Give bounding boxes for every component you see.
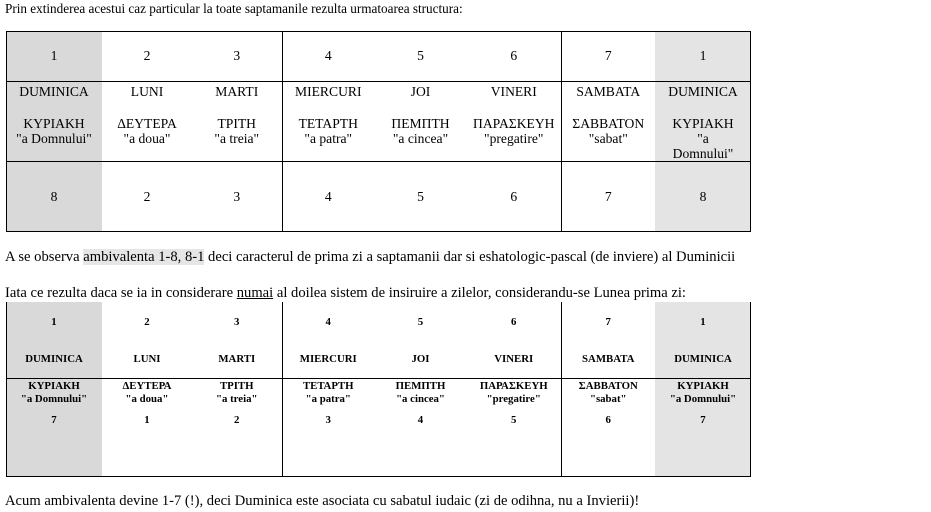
table2-day-name-row xyxy=(6,342,751,378)
table1-day-cell xyxy=(374,81,467,161)
day-meaning: "a patra" xyxy=(304,130,353,146)
table1-day-cell xyxy=(561,81,655,161)
day-meaning: "a doua" xyxy=(125,392,169,405)
table1-day-cell xyxy=(102,81,192,161)
table2-greek-cell xyxy=(655,378,751,414)
greek-name: ΔΕΥΤΕΡΑ xyxy=(122,379,172,392)
table1-bottom-number: 4 xyxy=(282,161,374,231)
greek-name: ΤΡΙΤΗ xyxy=(219,379,254,392)
greek-name: ΔΕΥΤΕΡΑ xyxy=(117,115,177,131)
table2-top-number-row xyxy=(6,302,751,342)
table1-top-number: 1 xyxy=(655,31,751,81)
day-meaning: "a patra" xyxy=(305,392,351,405)
table1-top-number-row xyxy=(6,31,751,81)
day-meaning: "a cincea" xyxy=(396,392,445,405)
table1-top-number: 6 xyxy=(467,31,561,81)
table1-bottom-number: 8 xyxy=(6,161,102,231)
table1-day-row xyxy=(6,81,751,161)
day-meaning: "a cincea" xyxy=(392,130,449,146)
week-table-1 xyxy=(6,31,751,231)
greek-name: ΣΑΒΒΑΤΟΝ xyxy=(578,379,638,392)
table2-day-name: MIERCURI xyxy=(299,353,357,366)
greek-name: ΚΥΡΙΑΚΗ xyxy=(28,379,80,392)
day-meaning: "a Domnului" xyxy=(672,130,734,161)
table2-day-name: DUMINICA xyxy=(6,342,102,378)
table2-bottom-number-row xyxy=(6,414,751,476)
greek-name: ΤΕΤΑΡΤΗ xyxy=(298,115,358,131)
day-name: MIERCURI xyxy=(295,83,362,99)
table1-day-cell xyxy=(6,81,102,161)
table1-day-cell xyxy=(282,81,374,161)
greek-name: ΠΑΡΑΣΚΕΥΗ xyxy=(479,379,548,392)
table1-day-cell xyxy=(655,81,751,161)
table1-top-number: 3 xyxy=(192,31,282,81)
second-intro-underlined: numai xyxy=(236,285,274,301)
second-intro-text xyxy=(5,284,686,302)
table2-greek-cell xyxy=(192,378,282,414)
day-meaning: "a Domnului" xyxy=(16,130,92,146)
table2-greek-cell xyxy=(561,378,655,414)
table2-day-name: SAMBATA xyxy=(582,353,635,366)
day-name: DUMINICA xyxy=(668,83,738,99)
table1-bottom-number: 2 xyxy=(102,161,192,231)
table2-bottom-number: 7 xyxy=(6,414,102,476)
table2-top-number: 5 xyxy=(417,315,424,328)
observation-after: deci caracterul de prima zi a saptamanii dar si eshatologic-pascal (de inviere) al Duminicii xyxy=(204,249,736,265)
table2-bottom-number: 6 xyxy=(605,414,611,426)
table2-day-name: MARTI xyxy=(192,342,282,378)
table2-greek-cell xyxy=(467,378,561,414)
greek-name: ΚΥΡΙΑΚΗ xyxy=(23,115,85,131)
table2-greek-cell xyxy=(282,378,374,414)
day-meaning: "pregatire" xyxy=(486,392,541,405)
greek-name: ΠΕΜΠΤΗ xyxy=(395,379,446,392)
greek-name: ΚΥΡΙΑΚΗ xyxy=(672,115,734,131)
observation-highlight: ambivalenta 1-8, 8-1 xyxy=(83,249,205,265)
table2-greek-cell xyxy=(102,378,192,414)
table1-bottom-number: 8 xyxy=(655,161,751,231)
table2-bottom-number: 5 xyxy=(467,414,561,476)
greek-name: ΚΥΡΙΑΚΗ xyxy=(677,379,729,392)
table2-day-name: LUNI xyxy=(133,353,161,366)
day-meaning: "a Domnului" xyxy=(669,392,737,405)
table1-day-cell xyxy=(467,81,561,161)
table2-greek-cell xyxy=(6,378,102,414)
table1-top-number: 7 xyxy=(604,48,612,64)
table2-greek-row xyxy=(6,378,751,414)
table2-top-number: 7 xyxy=(605,315,611,328)
table1-top-number: 5 xyxy=(417,48,424,64)
table2-bottom-number: 3 xyxy=(325,414,331,426)
table2-top-number: 6 xyxy=(467,302,561,342)
day-meaning: "a doua" xyxy=(123,130,171,146)
day-name: MARTI xyxy=(215,83,259,99)
table2-greek-cell xyxy=(374,378,467,414)
table2-top-number: 1 xyxy=(6,302,102,342)
table1-top-number: 2 xyxy=(143,48,151,64)
second-intro-before: Iata ce rezulta daca se ia in considerare xyxy=(5,285,237,301)
table1-bottom-number: 6 xyxy=(467,161,561,231)
day-meaning: "a Domnului" xyxy=(20,392,88,405)
table1-top-number: 4 xyxy=(324,48,332,64)
greek-name: ΠΕΜΠΤΗ xyxy=(391,115,450,131)
observation-text xyxy=(5,248,735,266)
table1-bottom-number: 5 xyxy=(374,161,467,231)
table2-top-number: 4 xyxy=(325,315,331,328)
second-intro-after: al doilea sistem de insiruire a zilelor, considerandu-se Lunea prima zi: xyxy=(273,285,686,301)
day-meaning: "sabat" xyxy=(588,130,628,146)
table2-top-number: 1 xyxy=(655,302,751,342)
table2-bottom-number: 1 xyxy=(144,414,150,426)
day-meaning: "sabat" xyxy=(589,392,627,405)
day-name: SAMBATA xyxy=(576,83,641,99)
conclusion-text: Acum ambivalenta devine 1-7 (!), deci Duminica este asociata cu sabatul iudaic (zi de odihna, nu a Invierii)! xyxy=(5,493,640,509)
table2-day-name: JOI xyxy=(411,353,430,366)
greek-name: ΠΑΡΑΣΚΕΥΗ xyxy=(473,115,555,131)
day-name: VINERI xyxy=(490,83,537,99)
greek-name: ΤΕΤΑΡΤΗ xyxy=(302,379,354,392)
table2-day-name: VINERI xyxy=(467,342,561,378)
observation-before: A se observa xyxy=(5,249,84,265)
greek-name: ΤΡΙΤΗ xyxy=(217,115,256,131)
table1-bottom-number: 3 xyxy=(192,161,282,231)
day-name: DUMINICA xyxy=(19,83,89,99)
table1-top-number: 1 xyxy=(6,31,102,81)
table2-bottom-number: 4 xyxy=(417,414,424,426)
table2-bottom-number: 7 xyxy=(655,414,751,476)
table2-top-number: 2 xyxy=(144,315,150,328)
week-table-2 xyxy=(6,302,751,476)
table1-day-cell xyxy=(192,81,282,161)
intro-text: Prin extinderea acestui caz particular la toate saptamanile rezulta urmatoarea structura: xyxy=(5,1,463,16)
table2-bottom-number: 2 xyxy=(192,414,282,476)
table1-bottom-number-row xyxy=(6,161,751,231)
day-name: LUNI xyxy=(130,83,164,99)
greek-name: ΣΑΒΒΑΤΟΝ xyxy=(572,115,645,131)
table1-bottom-number: 7 xyxy=(561,161,655,231)
day-meaning: "pregatire" xyxy=(484,130,544,146)
day-meaning: "a treia" xyxy=(216,392,258,405)
day-name: JOI xyxy=(410,83,431,99)
day-meaning: "a treia" xyxy=(214,130,260,146)
table2-top-number: 3 xyxy=(192,302,282,342)
table2-day-name: DUMINICA xyxy=(655,342,751,378)
